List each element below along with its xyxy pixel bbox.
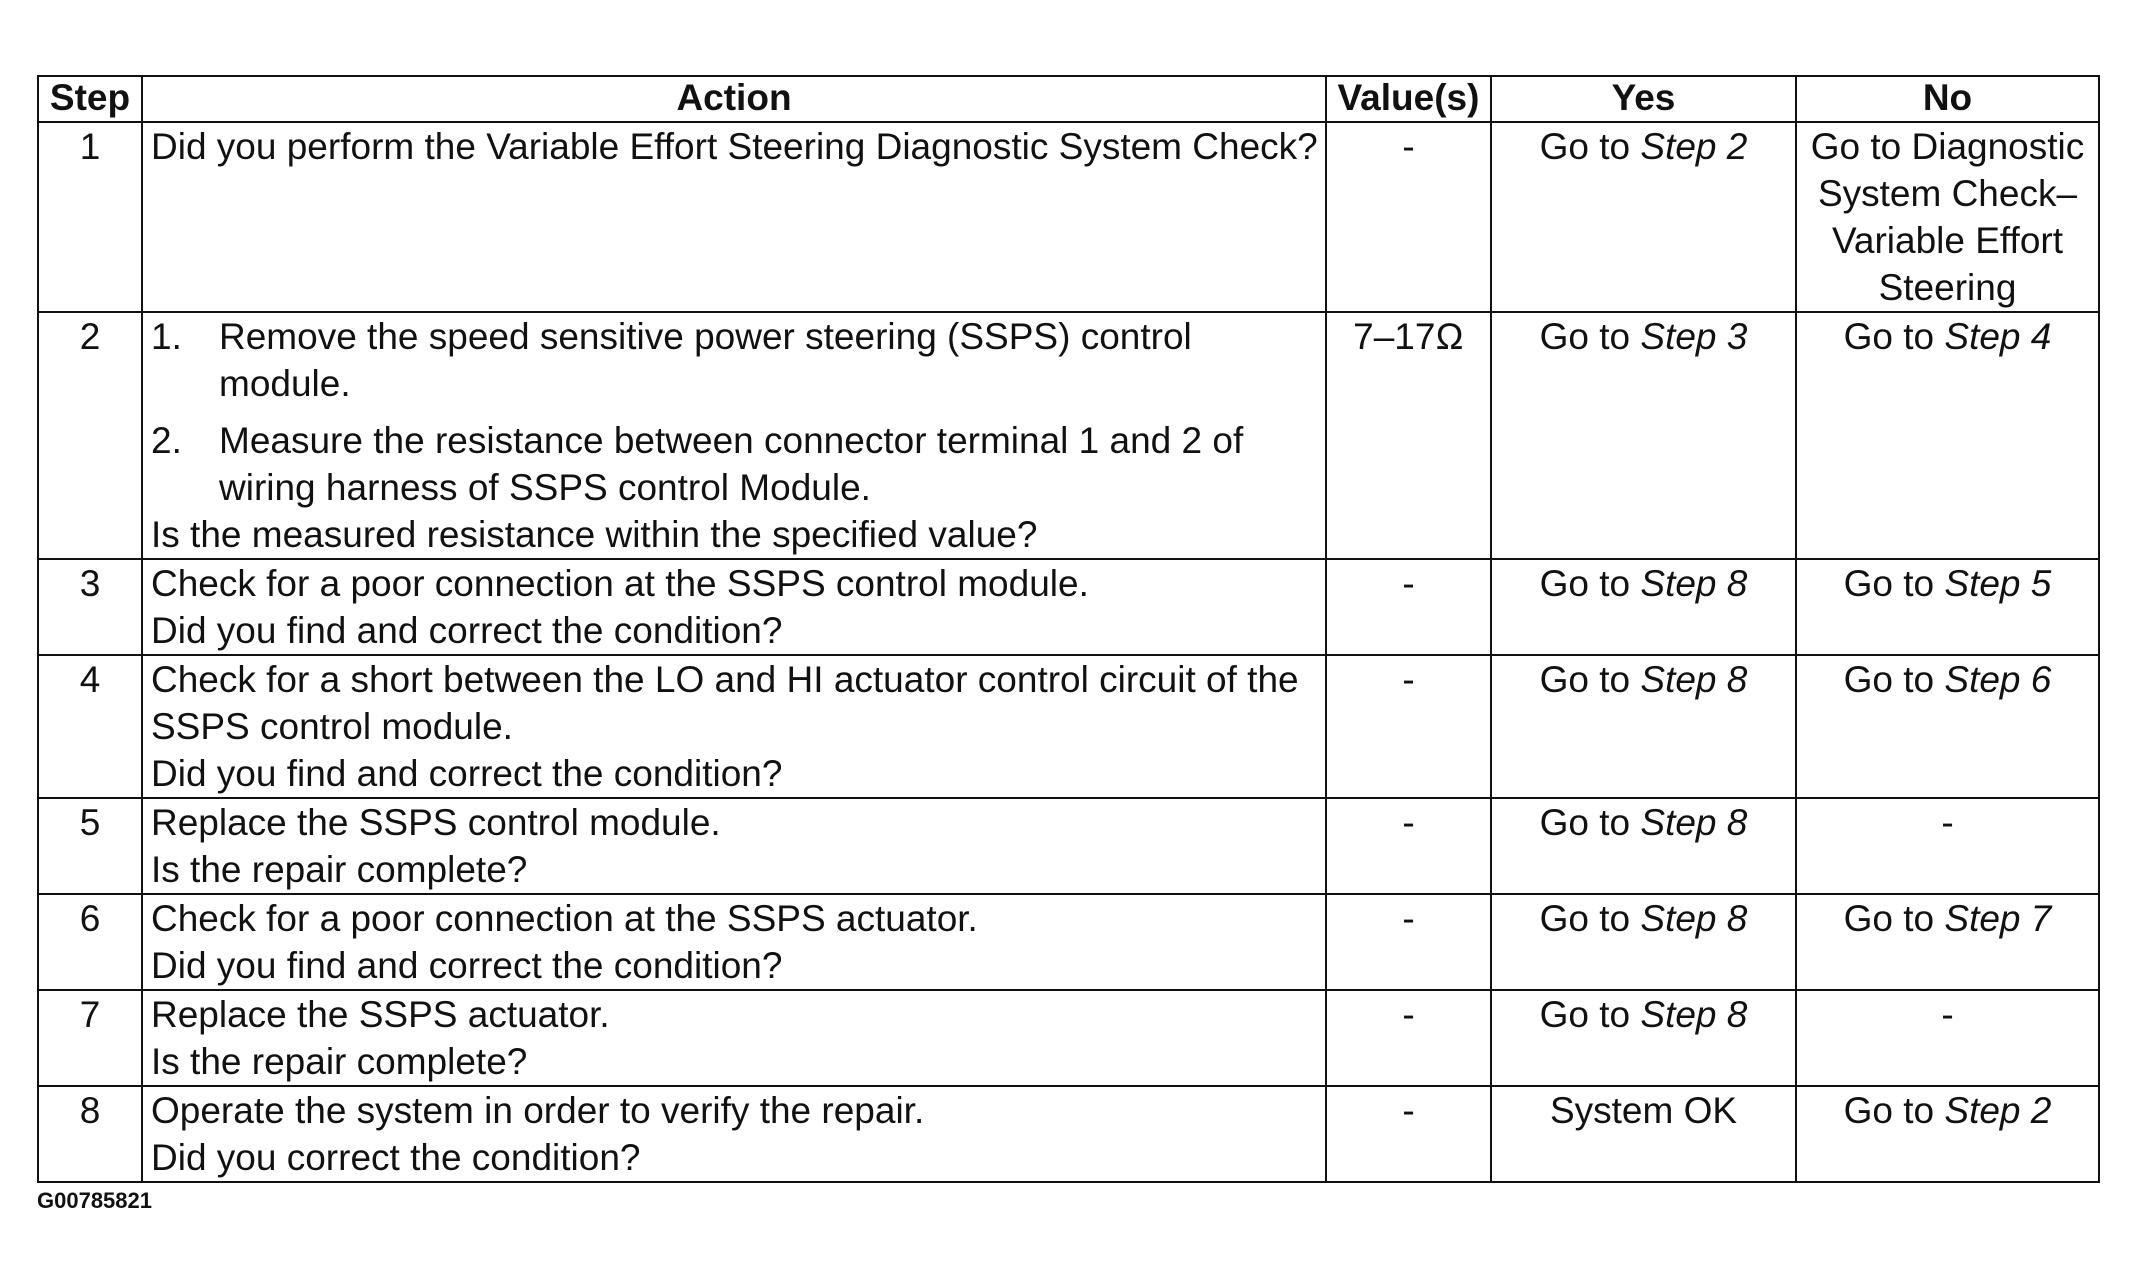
no-prefix: Go to <box>1843 898 1945 939</box>
no-cell <box>1796 990 2099 1086</box>
value-cell: - <box>1326 655 1491 798</box>
action-question: Did you find and correct the condition? <box>151 945 783 986</box>
yes-cell <box>1491 894 1796 990</box>
yes-prefix: Go to <box>1539 802 1641 843</box>
no-cell <box>1796 312 2099 559</box>
header-values: Value(s) <box>1326 76 1491 122</box>
yes-step-link: Step 8 <box>1640 898 1748 939</box>
table-row <box>38 798 2099 894</box>
yes-cell <box>1491 655 1796 798</box>
no-cell <box>1796 122 2099 312</box>
no-cell <box>1796 894 2099 990</box>
no-step-link: Step 7 <box>1944 898 2052 939</box>
action-text: Check for a poor connection at the SSPS control module. <box>151 563 1089 604</box>
value-cell: 7–17Ω <box>1326 312 1491 559</box>
yes-cell <box>1491 1086 1796 1182</box>
yes-step-link: Step 8 <box>1640 563 1748 604</box>
yes-prefix: Go to <box>1539 126 1641 167</box>
action-cell <box>142 798 1326 894</box>
yes-step-link: Step 8 <box>1640 994 1748 1035</box>
no-cell <box>1796 798 2099 894</box>
step-number: 2 <box>38 312 142 559</box>
action-cell <box>142 1086 1326 1182</box>
no-cell <box>1796 655 2099 798</box>
no-prefix: - <box>1941 994 1954 1035</box>
action-text: Replace the SSPS control module. <box>151 802 721 843</box>
step-number: 8 <box>38 1086 142 1182</box>
no-cell <box>1796 1086 2099 1182</box>
no-prefix: Go to <box>1843 316 1945 357</box>
value-cell: - <box>1326 798 1491 894</box>
figure-code: G00785821 <box>37 1188 152 1213</box>
no-step-link: Step 6 <box>1944 659 2052 700</box>
header-action: Action <box>142 76 1326 122</box>
action-question: Did you correct the condition? <box>151 1137 641 1178</box>
yes-cell <box>1491 559 1796 655</box>
list-item-text: Remove the speed sensitive power steering (SSPS) control module. <box>219 316 1192 404</box>
yes-cell <box>1491 990 1796 1086</box>
action-numbered-list <box>151 313 1319 511</box>
header-yes: Yes <box>1491 76 1796 122</box>
value-cell: - <box>1326 122 1491 312</box>
header-no: No <box>1796 76 2099 122</box>
yes-step-link: Step 8 <box>1640 659 1748 700</box>
yes-step-link: Step 3 <box>1640 316 1748 357</box>
action-cell <box>142 990 1326 1086</box>
step-number: 7 <box>38 990 142 1086</box>
table-row <box>38 559 2099 655</box>
action-text: Check for a short between the LO and HI actuator control circuit of the SSPS control module. <box>151 659 1299 747</box>
yes-cell <box>1491 798 1796 894</box>
no-step-link: Step 5 <box>1944 563 2052 604</box>
yes-cell <box>1491 122 1796 312</box>
table-row <box>38 655 2099 798</box>
value-cell: - <box>1326 990 1491 1086</box>
table-row <box>38 894 2099 990</box>
action-cell <box>142 122 1326 312</box>
action-cell <box>142 655 1326 798</box>
action-text: Check for a poor connection at the SSPS actuator. <box>151 898 978 939</box>
yes-prefix: Go to <box>1539 563 1641 604</box>
list-item <box>151 417 1319 511</box>
yes-prefix: Go to <box>1539 316 1641 357</box>
table-row <box>38 990 2099 1086</box>
action-text: Did you perform the Variable Effort Steering Diagnostic System Check? <box>151 126 1318 167</box>
list-item-number: 2. <box>151 420 182 461</box>
step-number: 5 <box>38 798 142 894</box>
table-row <box>38 1086 2099 1182</box>
action-question: Did you find and correct the condition? <box>151 610 783 651</box>
step-number: 3 <box>38 559 142 655</box>
table-row <box>38 312 2099 559</box>
step-number: 6 <box>38 894 142 990</box>
step-number: 4 <box>38 655 142 798</box>
header-row <box>38 76 2099 122</box>
yes-cell <box>1491 312 1796 559</box>
no-prefix: Go to <box>1843 563 1945 604</box>
yes-step-link: Step 8 <box>1640 802 1748 843</box>
no-prefix: Go to <box>1843 1090 1945 1131</box>
no-cell <box>1796 559 2099 655</box>
action-question: Is the measured resistance within the specified value? <box>151 514 1038 555</box>
no-prefix: Go to Diagnostic System Check– Variable Effort Steering <box>1810 126 2085 308</box>
value-cell: - <box>1326 894 1491 990</box>
list-item-text: Measure the resistance between connector terminal 1 and 2 of wiring harness of SSPS control Module. <box>219 420 1244 508</box>
list-item <box>151 313 1319 407</box>
no-step-link: Step 4 <box>1944 316 2052 357</box>
yes-step-link: Step 2 <box>1640 126 1748 167</box>
yes-prefix: System OK <box>1549 1090 1738 1131</box>
action-text: Replace the SSPS actuator. <box>151 994 610 1035</box>
action-question: Is the repair complete? <box>151 849 528 890</box>
action-question: Is the repair complete? <box>151 1041 528 1082</box>
action-cell <box>142 894 1326 990</box>
table-row <box>38 122 2099 312</box>
no-prefix: - <box>1941 802 1954 843</box>
action-question: Did you find and correct the condition? <box>151 753 783 794</box>
value-cell: - <box>1326 1086 1491 1182</box>
step-number: 1 <box>38 122 142 312</box>
action-text: Operate the system in order to verify the repair. <box>151 1090 925 1131</box>
yes-prefix: Go to <box>1539 994 1641 1035</box>
action-cell <box>142 312 1326 559</box>
yes-prefix: Go to <box>1539 659 1641 700</box>
action-cell <box>142 559 1326 655</box>
list-item-number: 1. <box>151 316 182 357</box>
value-cell: - <box>1326 559 1491 655</box>
header-step: Step <box>38 76 142 122</box>
diagnostic-table <box>37 75 2100 1183</box>
yes-prefix: Go to <box>1539 898 1641 939</box>
no-step-link: Step 2 <box>1944 1090 2052 1131</box>
no-prefix: Go to <box>1843 659 1945 700</box>
